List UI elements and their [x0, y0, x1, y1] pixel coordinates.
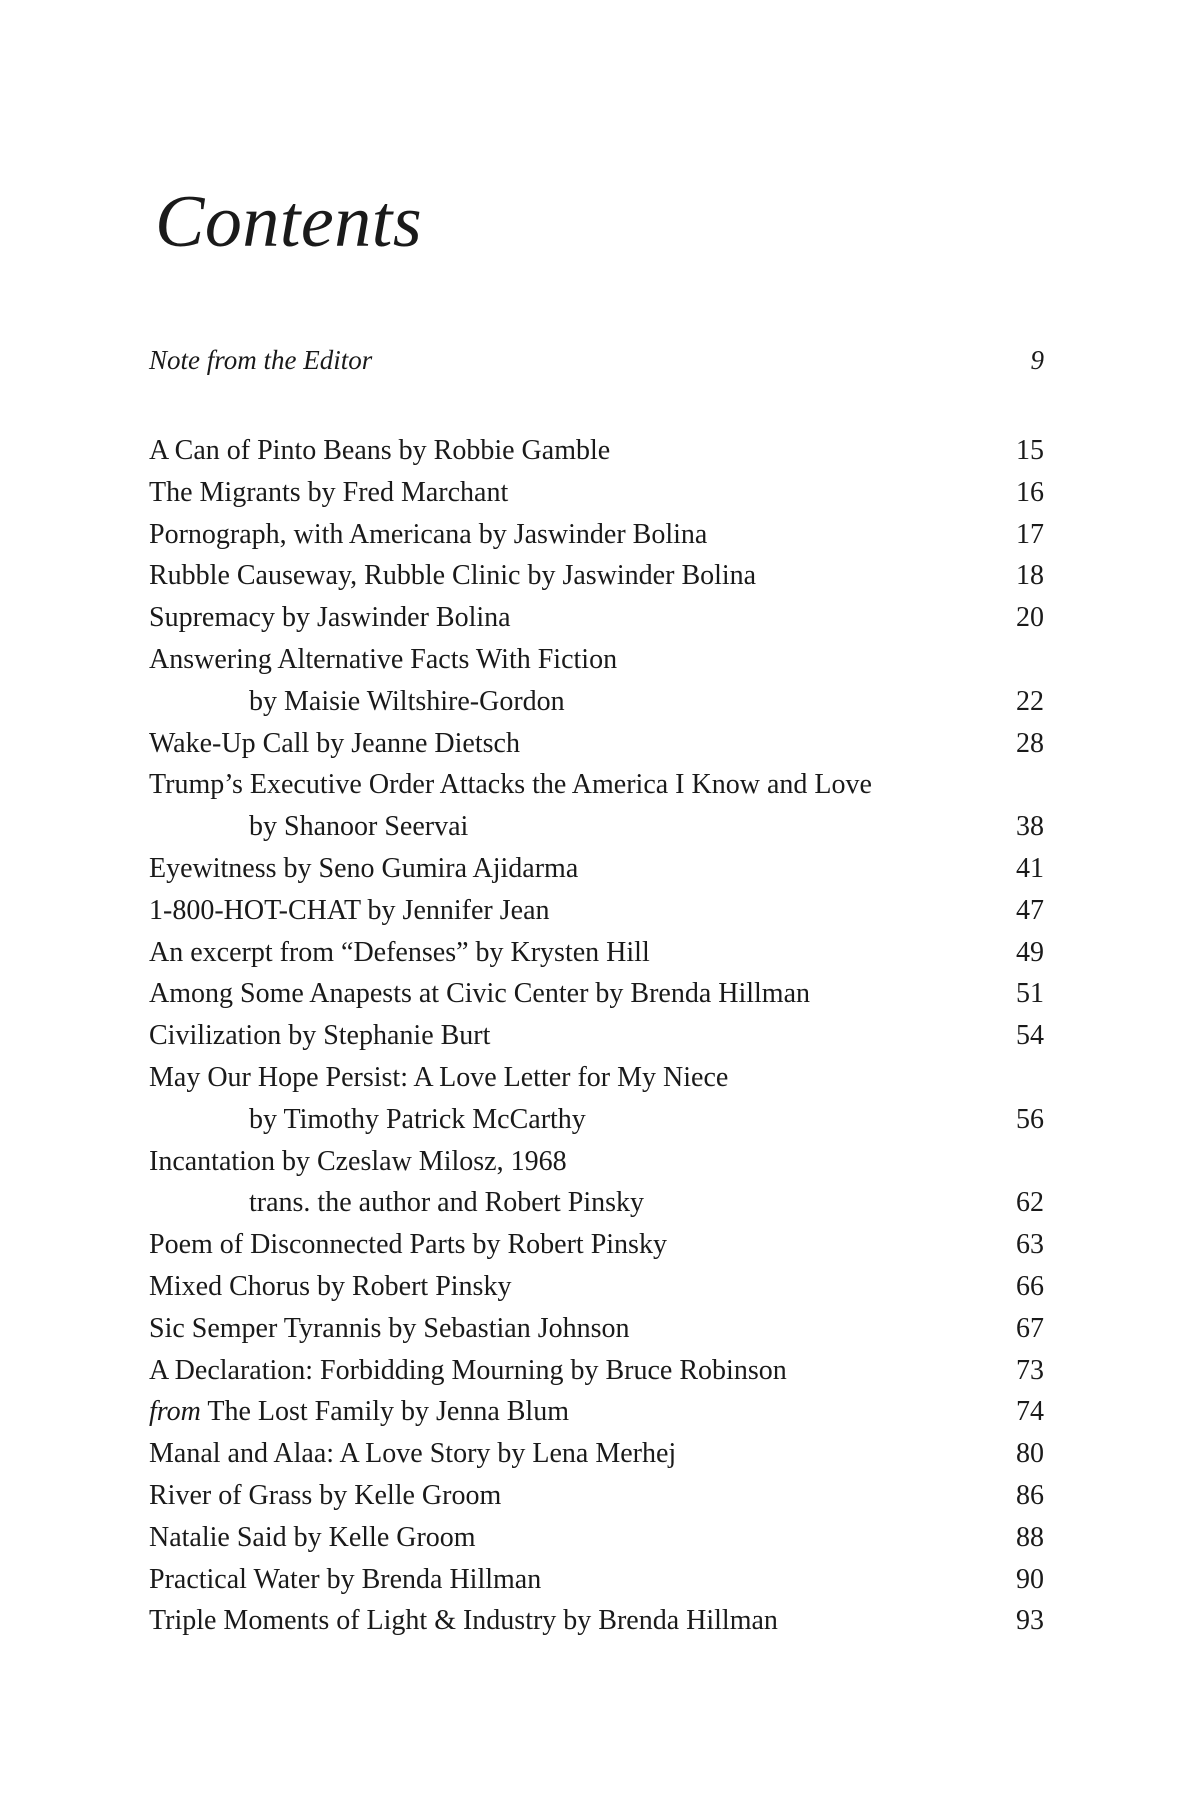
toc-entry[interactable] — [149, 1433, 1044, 1475]
toc-entry-title-row — [149, 1600, 1044, 1642]
toc-entry-title — [149, 1015, 490, 1057]
toc-entry[interactable] — [149, 1057, 1044, 1141]
toc-entry-title-row — [149, 514, 1044, 556]
toc-entry[interactable] — [149, 1391, 1044, 1433]
toc-entry-title-text: Incantation by Czeslaw Milosz, 1968 — [149, 1145, 567, 1177]
toc-entry-title-row — [149, 597, 1044, 639]
toc-entry-title — [149, 1433, 676, 1475]
toc-entry[interactable] — [149, 764, 1044, 848]
toc-entry-title-text: Civilization by Stephanie Burt — [149, 1020, 491, 1052]
toc-entry-continuation: by Timothy Patrick McCarthy — [249, 1103, 586, 1135]
toc-entry[interactable] — [149, 1600, 1044, 1642]
toc-entry-title-row — [149, 1475, 1044, 1517]
toc-entry[interactable] — [149, 1350, 1044, 1392]
toc-entry-title-text: The Migrants by Fred Marchant — [149, 476, 509, 508]
toc-entry-page: 80 — [1016, 1438, 1044, 1470]
toc-entry-title-text: A Declaration: Forbidding Mourning by Bruce Robinson — [149, 1354, 787, 1386]
toc-entry[interactable] — [149, 597, 1044, 639]
toc-entry-title-row — [149, 430, 1044, 472]
toc-entry-title — [149, 1600, 778, 1642]
toc-entry-page: 41 — [1016, 852, 1044, 884]
toc-entry-title-text: Practical Water by Brenda Hillman — [149, 1563, 542, 1595]
toc-entry-title — [149, 1057, 728, 1099]
toc-entry-title — [149, 1266, 511, 1308]
toc-entry-title-text: Natalie Said by Kelle Groom — [149, 1521, 476, 1553]
toc-entry-title-row — [149, 1350, 1044, 1392]
toc-entry-page: 51 — [1016, 978, 1044, 1010]
toc-entry-title — [149, 932, 650, 974]
toc-entry-title — [149, 1224, 667, 1266]
toc-entry-page: 86 — [1016, 1479, 1044, 1511]
toc-entry-page: 22 — [1016, 685, 1044, 717]
toc-entry-title-text: Mixed Chorus by Robert Pinsky — [149, 1270, 512, 1302]
toc-entry-title — [149, 1475, 501, 1517]
toc-entry-title-row — [149, 1308, 1044, 1350]
toc-entry-continuation-row — [149, 1182, 1044, 1224]
toc-entry-title-text: Triple Moments of Light & Industry by Brenda Hillman — [149, 1605, 778, 1637]
toc-entry-title-row — [149, 1141, 1044, 1183]
toc-entry-title — [149, 1517, 476, 1559]
toc-entry-title-text: Answering Alternative Facts With Fiction — [149, 643, 618, 675]
toc-entry-title-text: Wake-Up Call by Jeanne Dietsch — [149, 727, 520, 759]
toc-entry-title-text: Trump’s Executive Order Attacks the America I Know and Love — [149, 769, 872, 801]
toc-entry-page: 20 — [1016, 602, 1044, 634]
toc-entry[interactable] — [149, 932, 1044, 974]
toc-entry-title-text: Rubble Causeway, Rubble Clinic by Jaswinder Bolina — [149, 560, 757, 592]
toc-entry-page: 74 — [1016, 1396, 1044, 1428]
toc-entry-title-row — [149, 932, 1044, 974]
toc-entry-title-text: The Lost Family by Jenna Blum — [200, 1396, 569, 1428]
toc-entry-title — [149, 555, 756, 597]
toc-entry-continuation-row — [149, 1099, 1044, 1141]
toc-entry-continuation-row — [149, 681, 1044, 723]
toc-entry-title-row — [149, 973, 1044, 1015]
toc-entry-title-text: Pornograph, with Americana by Jaswinder Bolina — [149, 518, 708, 550]
toc-entry-page: 49 — [1016, 936, 1044, 968]
toc-entry-title — [149, 723, 520, 765]
toc-entry[interactable] — [149, 1517, 1044, 1559]
toc-entry-continuation-row — [149, 806, 1044, 848]
toc-entry[interactable] — [149, 890, 1044, 932]
toc-entry-title — [149, 472, 508, 514]
toc-entry-page: 18 — [1016, 560, 1044, 592]
toc-entry-title-text: Sic Semper Tyrannis by Sebastian Johnson — [149, 1312, 630, 1344]
toc-entry-page: 88 — [1016, 1521, 1044, 1553]
toc-entry-page: 73 — [1016, 1354, 1044, 1386]
toc-entry-title-text: Supremacy by Jaswinder Bolina — [149, 602, 511, 634]
toc-entry-title-row — [149, 1559, 1044, 1601]
toc-entry-page: 38 — [1016, 811, 1044, 843]
toc-entry-title-row — [149, 848, 1044, 890]
toc-entry-title-text: May Our Hope Persist: A Love Letter for My Niece — [149, 1061, 729, 1093]
toc-entry-title — [149, 848, 578, 890]
editor-note-label: Note from the Editor — [149, 345, 373, 375]
toc-entry-title — [149, 1391, 569, 1433]
toc-entry-page: 47 — [1016, 894, 1044, 926]
toc-entry[interactable] — [149, 848, 1044, 890]
toc-entry[interactable] — [149, 555, 1044, 597]
toc-entry-page: 17 — [1016, 518, 1044, 550]
toc-entry-title-row — [149, 1433, 1044, 1475]
toc-entry-title-row — [149, 764, 1044, 806]
toc-entry-title-row — [149, 639, 1044, 681]
toc-entry-page: 63 — [1016, 1229, 1044, 1261]
toc-entry-title-row — [149, 1266, 1044, 1308]
toc-entry-title — [149, 514, 707, 556]
toc-entry-page: 15 — [1016, 435, 1044, 466]
toc-entry-title — [149, 597, 511, 639]
toc-entry-title-row — [149, 555, 1044, 597]
toc-entry-page: 16 — [1016, 476, 1044, 508]
toc-entry[interactable] — [149, 472, 1044, 514]
toc-entry-continuation: trans. the author and Robert Pinsky — [249, 1187, 645, 1219]
toc-entry-title — [149, 973, 810, 1015]
toc-entry[interactable] — [149, 1559, 1044, 1601]
toc-entry[interactable] — [149, 1015, 1044, 1057]
toc-entry-title-row — [149, 723, 1044, 765]
toc-entry[interactable] — [149, 973, 1044, 1015]
toc-entry-page: 56 — [1016, 1103, 1044, 1135]
toc-entry-page: 62 — [1016, 1187, 1044, 1219]
toc-entry-page: 54 — [1016, 1020, 1044, 1052]
toc-entry-title-row — [149, 1057, 1044, 1099]
toc-entry-title-text: River of Grass by Kelle Groom — [149, 1479, 502, 1511]
toc-entry-title-text: Eyewitness by Seno Gumira Ajidarma — [149, 852, 579, 884]
toc-entry[interactable] — [149, 639, 1044, 723]
toc-entry[interactable] — [149, 1308, 1044, 1350]
toc-entry-title — [149, 1308, 629, 1350]
toc-entry-title-text: A Can of Pinto Beans by Robbie Gamble — [149, 435, 611, 466]
toc-entry-title — [149, 890, 550, 932]
toc-entry-page: 93 — [1016, 1605, 1044, 1637]
toc-entry-title — [149, 1350, 787, 1392]
toc-entry-title — [149, 764, 872, 806]
editor-note-page: 9 — [1030, 345, 1044, 375]
toc-entry-title — [149, 1141, 567, 1183]
toc-entry-continuation: by Shanoor Seervai — [249, 811, 469, 843]
toc-entry-page: 90 — [1016, 1563, 1044, 1595]
toc-entry-title-text: Among Some Anapests at Civic Center by Brenda Hillman — [149, 978, 811, 1010]
toc-entry-title-row — [149, 1391, 1044, 1433]
toc-entry[interactable] — [149, 1475, 1044, 1517]
toc-entry[interactable] — [149, 1266, 1044, 1308]
toc-entry-title-text: Manal and Alaa: A Love Story by Lena Merhej — [149, 1438, 677, 1470]
toc-entry[interactable] — [149, 1224, 1044, 1266]
toc-entry[interactable] — [149, 723, 1044, 765]
toc-entry-title-row — [149, 1517, 1044, 1559]
toc-entry[interactable] — [149, 430, 1044, 472]
toc-entry[interactable] — [149, 514, 1044, 556]
toc-entry-title-text: An excerpt from “Defenses” by Krysten Hill — [149, 936, 650, 968]
toc-entry-title — [149, 1559, 541, 1601]
toc-entry-continuation: by Maisie Wiltshire-Gordon — [249, 685, 565, 717]
toc-entry-title-row — [149, 472, 1044, 514]
toc-entry-title-text: 1-800-HOT-CHAT by Jennifer Jean — [149, 894, 550, 926]
editor-note-row[interactable] — [149, 345, 1044, 376]
toc-entry-page: 67 — [1016, 1312, 1044, 1344]
toc-entry-page: 66 — [1016, 1270, 1044, 1302]
toc-entry-prefix: from — [149, 1396, 201, 1428]
toc-entry-title-row — [149, 890, 1044, 932]
toc-entry-title — [149, 430, 610, 472]
toc-entry-page: 28 — [1016, 727, 1044, 759]
page-title: Contents — [155, 181, 423, 263]
toc-entry-title — [149, 639, 617, 681]
toc-list — [149, 430, 1044, 1642]
toc-entry-title-text: Poem of Disconnected Parts by Robert Pinsky — [149, 1229, 667, 1261]
toc-entry[interactable] — [149, 1141, 1044, 1225]
toc-entry-title-row — [149, 1015, 1044, 1057]
toc-entry-title-row — [149, 1224, 1044, 1266]
